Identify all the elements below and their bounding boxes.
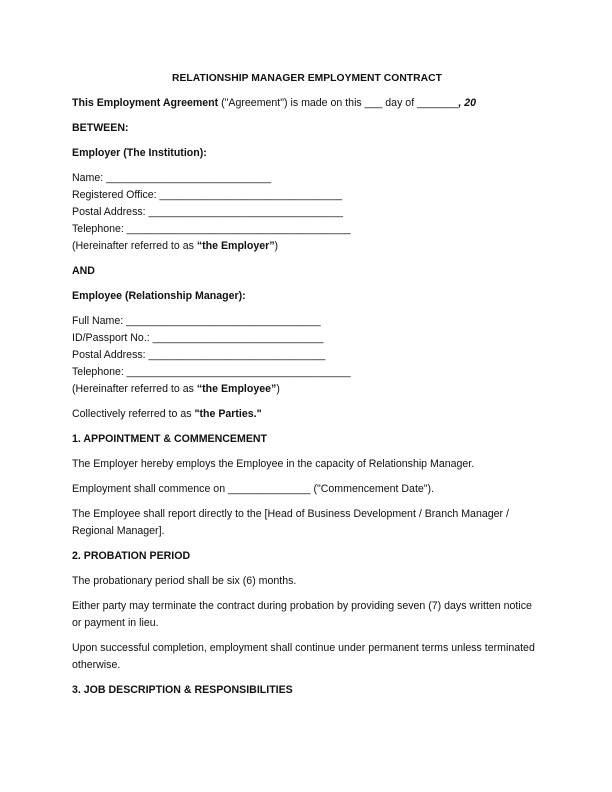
contract-page (72, 70, 542, 707)
intro-text: ("Agreement") is made on this ___ day of _______ (218, 97, 459, 109)
intro-paragraph (72, 95, 542, 112)
employer-name-field: Name: ____________________________ (72, 172, 272, 184)
section-2-paragraph-1: The probationary period shall be six (6) months. (72, 575, 297, 587)
and-heading: AND (72, 265, 95, 277)
section-2-heading: 2. PROBATION PERIOD (72, 550, 191, 562)
section-1-paragraph-2: Employment shall commence on ______________ ("Commencement Date"). (72, 483, 435, 495)
section-2-paragraph-3: Upon successful completion, employment shall continue under permanent terms unless terminated otherwise. (72, 642, 535, 671)
employer-reference (72, 238, 542, 255)
employer-heading: Employer (The Institution): (72, 147, 207, 159)
employer-ref-prefix: (Hereinafter referred to as (72, 240, 197, 252)
employer-fields (72, 170, 542, 255)
employee-heading: Employee (Relationship Manager): (72, 290, 246, 302)
between-heading: BETWEEN: (72, 122, 129, 134)
intro-year: , 20 (458, 97, 476, 109)
employer-office-field: Registered Office: _______________________________ (72, 189, 343, 201)
section-1-heading: 1. APPOINTMENT & COMMENCEMENT (72, 433, 268, 445)
employee-telephone-field: Telephone: ______________________________________ (72, 366, 351, 378)
employer-telephone-field: Telephone: ______________________________________ (72, 223, 351, 235)
collective-prefix: Collectively referred to as (72, 408, 195, 420)
employee-fields (72, 313, 542, 398)
employer-ref-suffix: ) (274, 240, 279, 252)
employee-name-field: Full Name: _________________________________ (72, 315, 321, 327)
employer-ref-bold: “the Employer” (196, 240, 275, 252)
section-3-heading: 3. JOB DESCRIPTION & RESPONSIBILITIES (72, 684, 293, 696)
employee-id-field: ID/Passport No.: _____________________________ (72, 332, 324, 344)
section-1-paragraph-1: The Employer hereby employs the Employee in the capacity of Relationship Manager. (72, 458, 475, 470)
employee-ref-prefix: (Hereinafter referred to as (72, 383, 197, 395)
employee-reference (72, 381, 542, 398)
employee-postal-field: Postal Address: ______________________________ (72, 349, 326, 361)
collective-paragraph (72, 406, 542, 423)
employee-ref-suffix: ) (276, 383, 280, 395)
collective-bold: "the Parties." (194, 408, 262, 420)
employee-ref-bold: “the Employee” (196, 383, 277, 395)
section-1-paragraph-3: The Employee shall report directly to the [Head of Business Development / Branch Manager / Regional Manager]. (72, 508, 509, 537)
intro-bold: This Employment Agreement (72, 97, 219, 109)
employer-postal-field: Postal Address: _________________________________ (72, 206, 343, 218)
contract-title: RELATIONSHIP MANAGER EMPLOYMENT CONTRACT (172, 73, 442, 84)
section-2-paragraph-2: Either party may terminate the contract during probation by providing seven (7) days written notice or payment in lieu. (72, 600, 532, 629)
